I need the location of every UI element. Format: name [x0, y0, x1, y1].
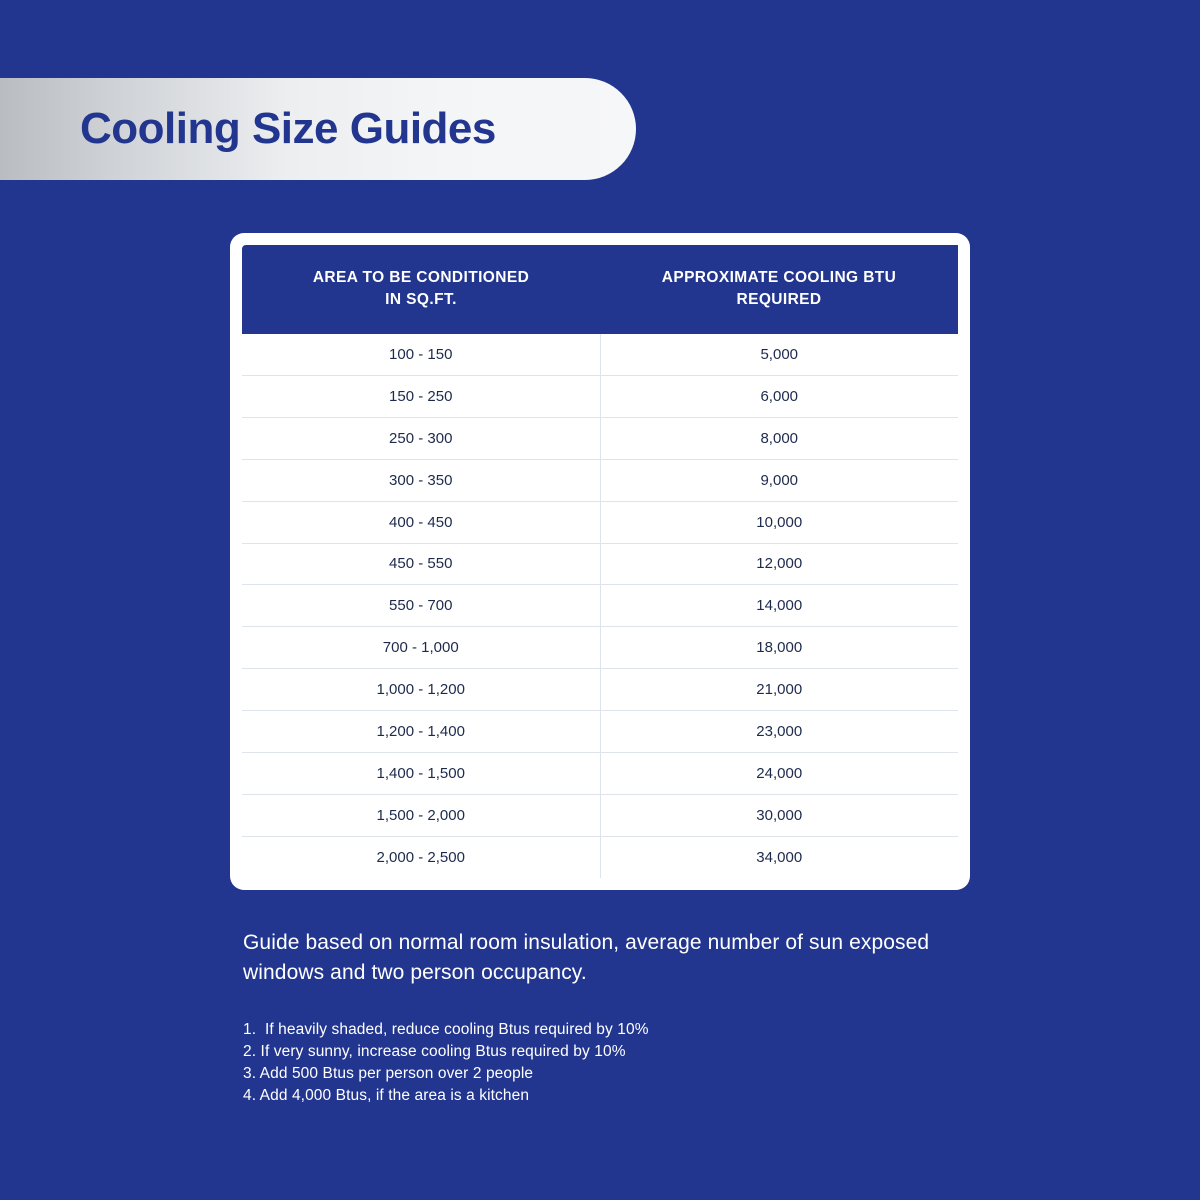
column-header-area — [242, 245, 600, 334]
cell-area: 300 - 350 — [242, 459, 600, 501]
cell-btu: 21,000 — [600, 669, 958, 711]
column-header-line-2: IN SQ.FT. — [385, 291, 457, 309]
cell-btu: 5,000 — [600, 334, 958, 375]
cell-btu: 24,000 — [600, 753, 958, 795]
cell-area: 250 - 300 — [242, 417, 600, 459]
table-body — [242, 334, 958, 878]
title-banner — [0, 78, 636, 180]
cooling-size-table — [242, 245, 958, 878]
cell-btu: 10,000 — [600, 501, 958, 543]
note-item: 3. Add 500 Btus per person over 2 people — [243, 1064, 534, 1082]
note-item: 2. If very sunny, increase cooling Btus required by 10% — [243, 1042, 626, 1060]
table-header-row — [242, 245, 958, 334]
cell-btu: 18,000 — [600, 627, 958, 669]
notes-intro: Guide based on normal room insulation, average number of sun exposed windows and two person occupancy. — [243, 931, 930, 985]
table-row — [242, 375, 958, 417]
cell-btu: 12,000 — [600, 543, 958, 585]
cell-area: 2,000 - 2,500 — [242, 836, 600, 878]
column-header-line-1: AREA TO BE CONDITIONED — [312, 269, 530, 286]
table-row — [242, 795, 958, 837]
table-row — [242, 669, 958, 711]
column-header-line-2: REQUIRED — [736, 291, 822, 309]
cell-btu: 14,000 — [600, 585, 958, 627]
cell-btu: 9,000 — [600, 459, 958, 501]
table-header — [242, 245, 958, 334]
cell-area: 100 - 150 — [242, 334, 600, 375]
cell-btu: 34,000 — [600, 836, 958, 878]
note-item: 4. Add 4,000 Btus, if the area is a kitchen — [243, 1086, 530, 1104]
notes-section — [243, 928, 963, 1107]
table-row — [242, 543, 958, 585]
table-row — [242, 501, 958, 543]
cell-btu: 23,000 — [600, 711, 958, 753]
cell-area: 1,200 - 1,400 — [242, 711, 600, 753]
cell-area: 700 - 1,000 — [242, 627, 600, 669]
column-header-line-1: APPROXIMATE COOLING BTU — [661, 269, 897, 286]
table-row — [242, 711, 958, 753]
cell-area: 550 - 700 — [242, 585, 600, 627]
cooling-size-table-card — [230, 233, 970, 890]
page-title: Cooling Size Guides — [80, 104, 496, 153]
cell-area: 1,000 - 1,200 — [242, 669, 600, 711]
notes-list — [243, 1019, 963, 1107]
table-row — [242, 585, 958, 627]
table-row — [242, 459, 958, 501]
cell-area: 1,400 - 1,500 — [242, 753, 600, 795]
table-row — [242, 627, 958, 669]
cell-area: 1,500 - 2,000 — [242, 795, 600, 837]
table-row — [242, 753, 958, 795]
cell-area: 450 - 550 — [242, 543, 600, 585]
cell-area: 400 - 450 — [242, 501, 600, 543]
cell-area: 150 - 250 — [242, 375, 600, 417]
cell-btu: 30,000 — [600, 795, 958, 837]
table-row — [242, 417, 958, 459]
table-row — [242, 334, 958, 375]
cell-btu: 8,000 — [600, 417, 958, 459]
note-item: 1. If heavily shaded, reduce cooling Btus required by 10% — [243, 1020, 649, 1038]
column-header-btu — [600, 245, 958, 334]
cell-btu: 6,000 — [600, 375, 958, 417]
table-row — [242, 836, 958, 878]
